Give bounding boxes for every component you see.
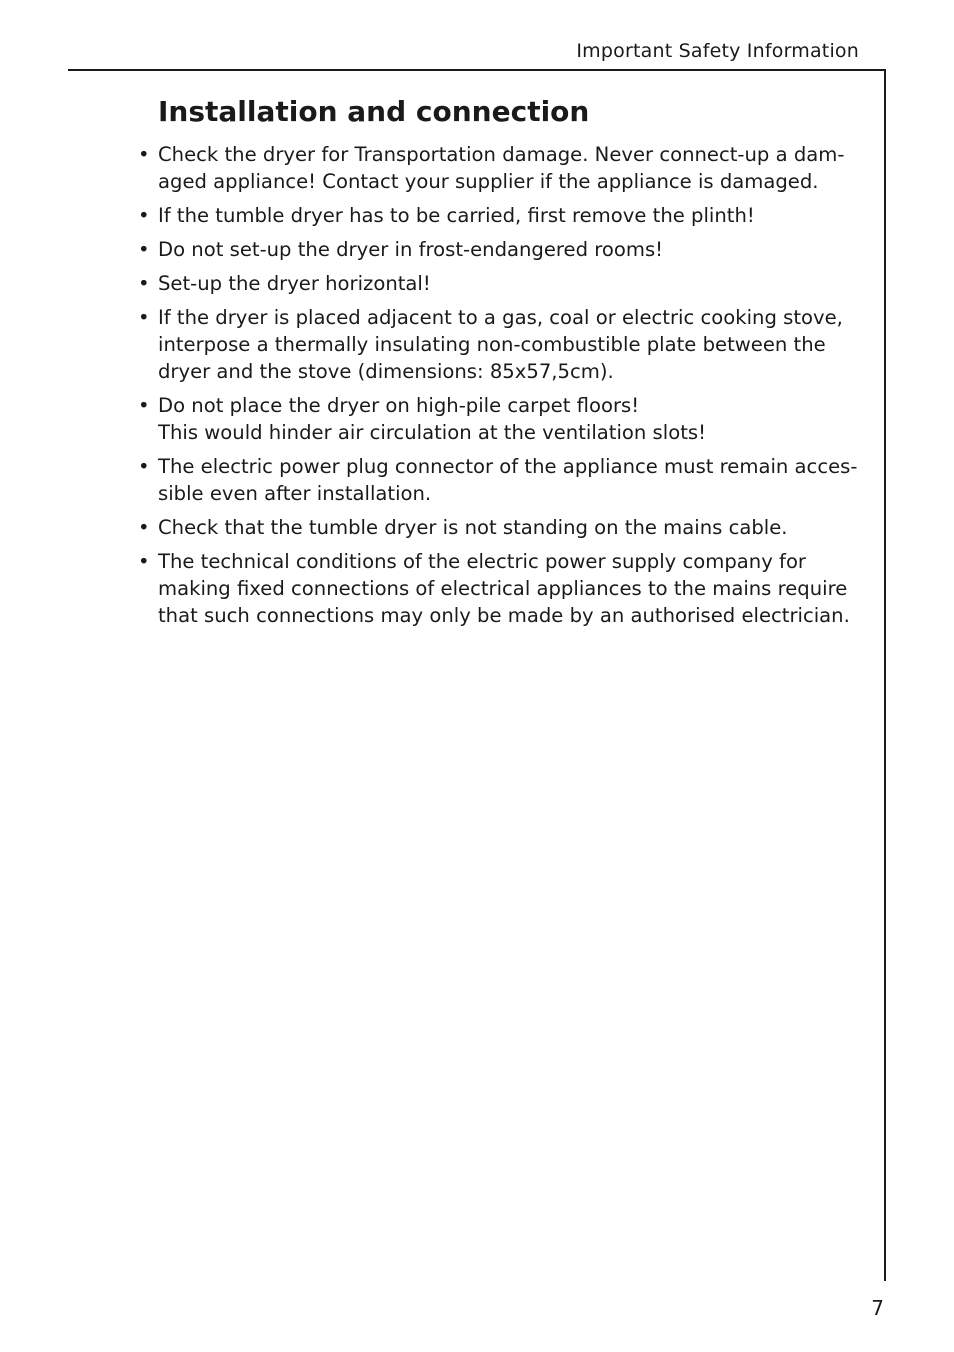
page-number: 7 [871,1296,884,1320]
bullet-icon: • [138,516,150,539]
list-item-text: If the tumble dryer has to be carried, first remove the plinth! [158,204,755,227]
list-item-text: Do not set-up the dryer in frost-endangered rooms! [158,238,664,261]
section-title: Installation and connection [158,95,590,128]
list-item-text: Check the dryer for Transportation damage. Never connect-up a dam- aged appliance! Contact your supplier if the appliance is damaged. [158,143,845,193]
list-item [138,141,866,195]
list-item [138,392,866,446]
instruction-list [138,141,866,636]
list-item [138,270,866,297]
list-item [138,202,866,229]
list-item [138,304,866,385]
list-item-text: The technical conditions of the electric power supply company for making fixed connections of electrical appliances to the mains require that such connections may only be made by an authorised electrician. [158,550,850,627]
bullet-icon: • [138,306,150,329]
bullet-icon: • [138,394,150,417]
bullet-icon: • [138,204,150,227]
bullet-icon: • [138,238,150,261]
bullet-icon: • [138,143,150,166]
list-item-text: Set-up the dryer horizontal! [158,272,431,295]
bullet-icon: • [138,272,150,295]
list-item [138,236,866,263]
list-item [138,453,866,507]
list-item [138,514,866,541]
running-header: Important Safety Information [576,40,859,62]
list-item-text: The electric power plug connector of the appliance must remain acces- sible even after installation. [158,455,858,505]
list-item-text: Do not place the dryer on high-pile carpet floors! This would hinder air circulation at the ventilation slots! [158,394,706,444]
list-item [138,548,866,629]
bullet-icon: • [138,455,150,478]
bullet-icon: • [138,550,150,573]
list-item-text: If the dryer is placed adjacent to a gas, coal or electric cooking stove, interpose a thermally insulating non-combustible plate between the dryer and the stove (dimensions: 85x57,5cm). [158,306,843,383]
header-rule [68,69,886,71]
side-rule [884,69,886,1281]
list-item-text: Check that the tumble dryer is not standing on the mains cable. [158,516,788,539]
